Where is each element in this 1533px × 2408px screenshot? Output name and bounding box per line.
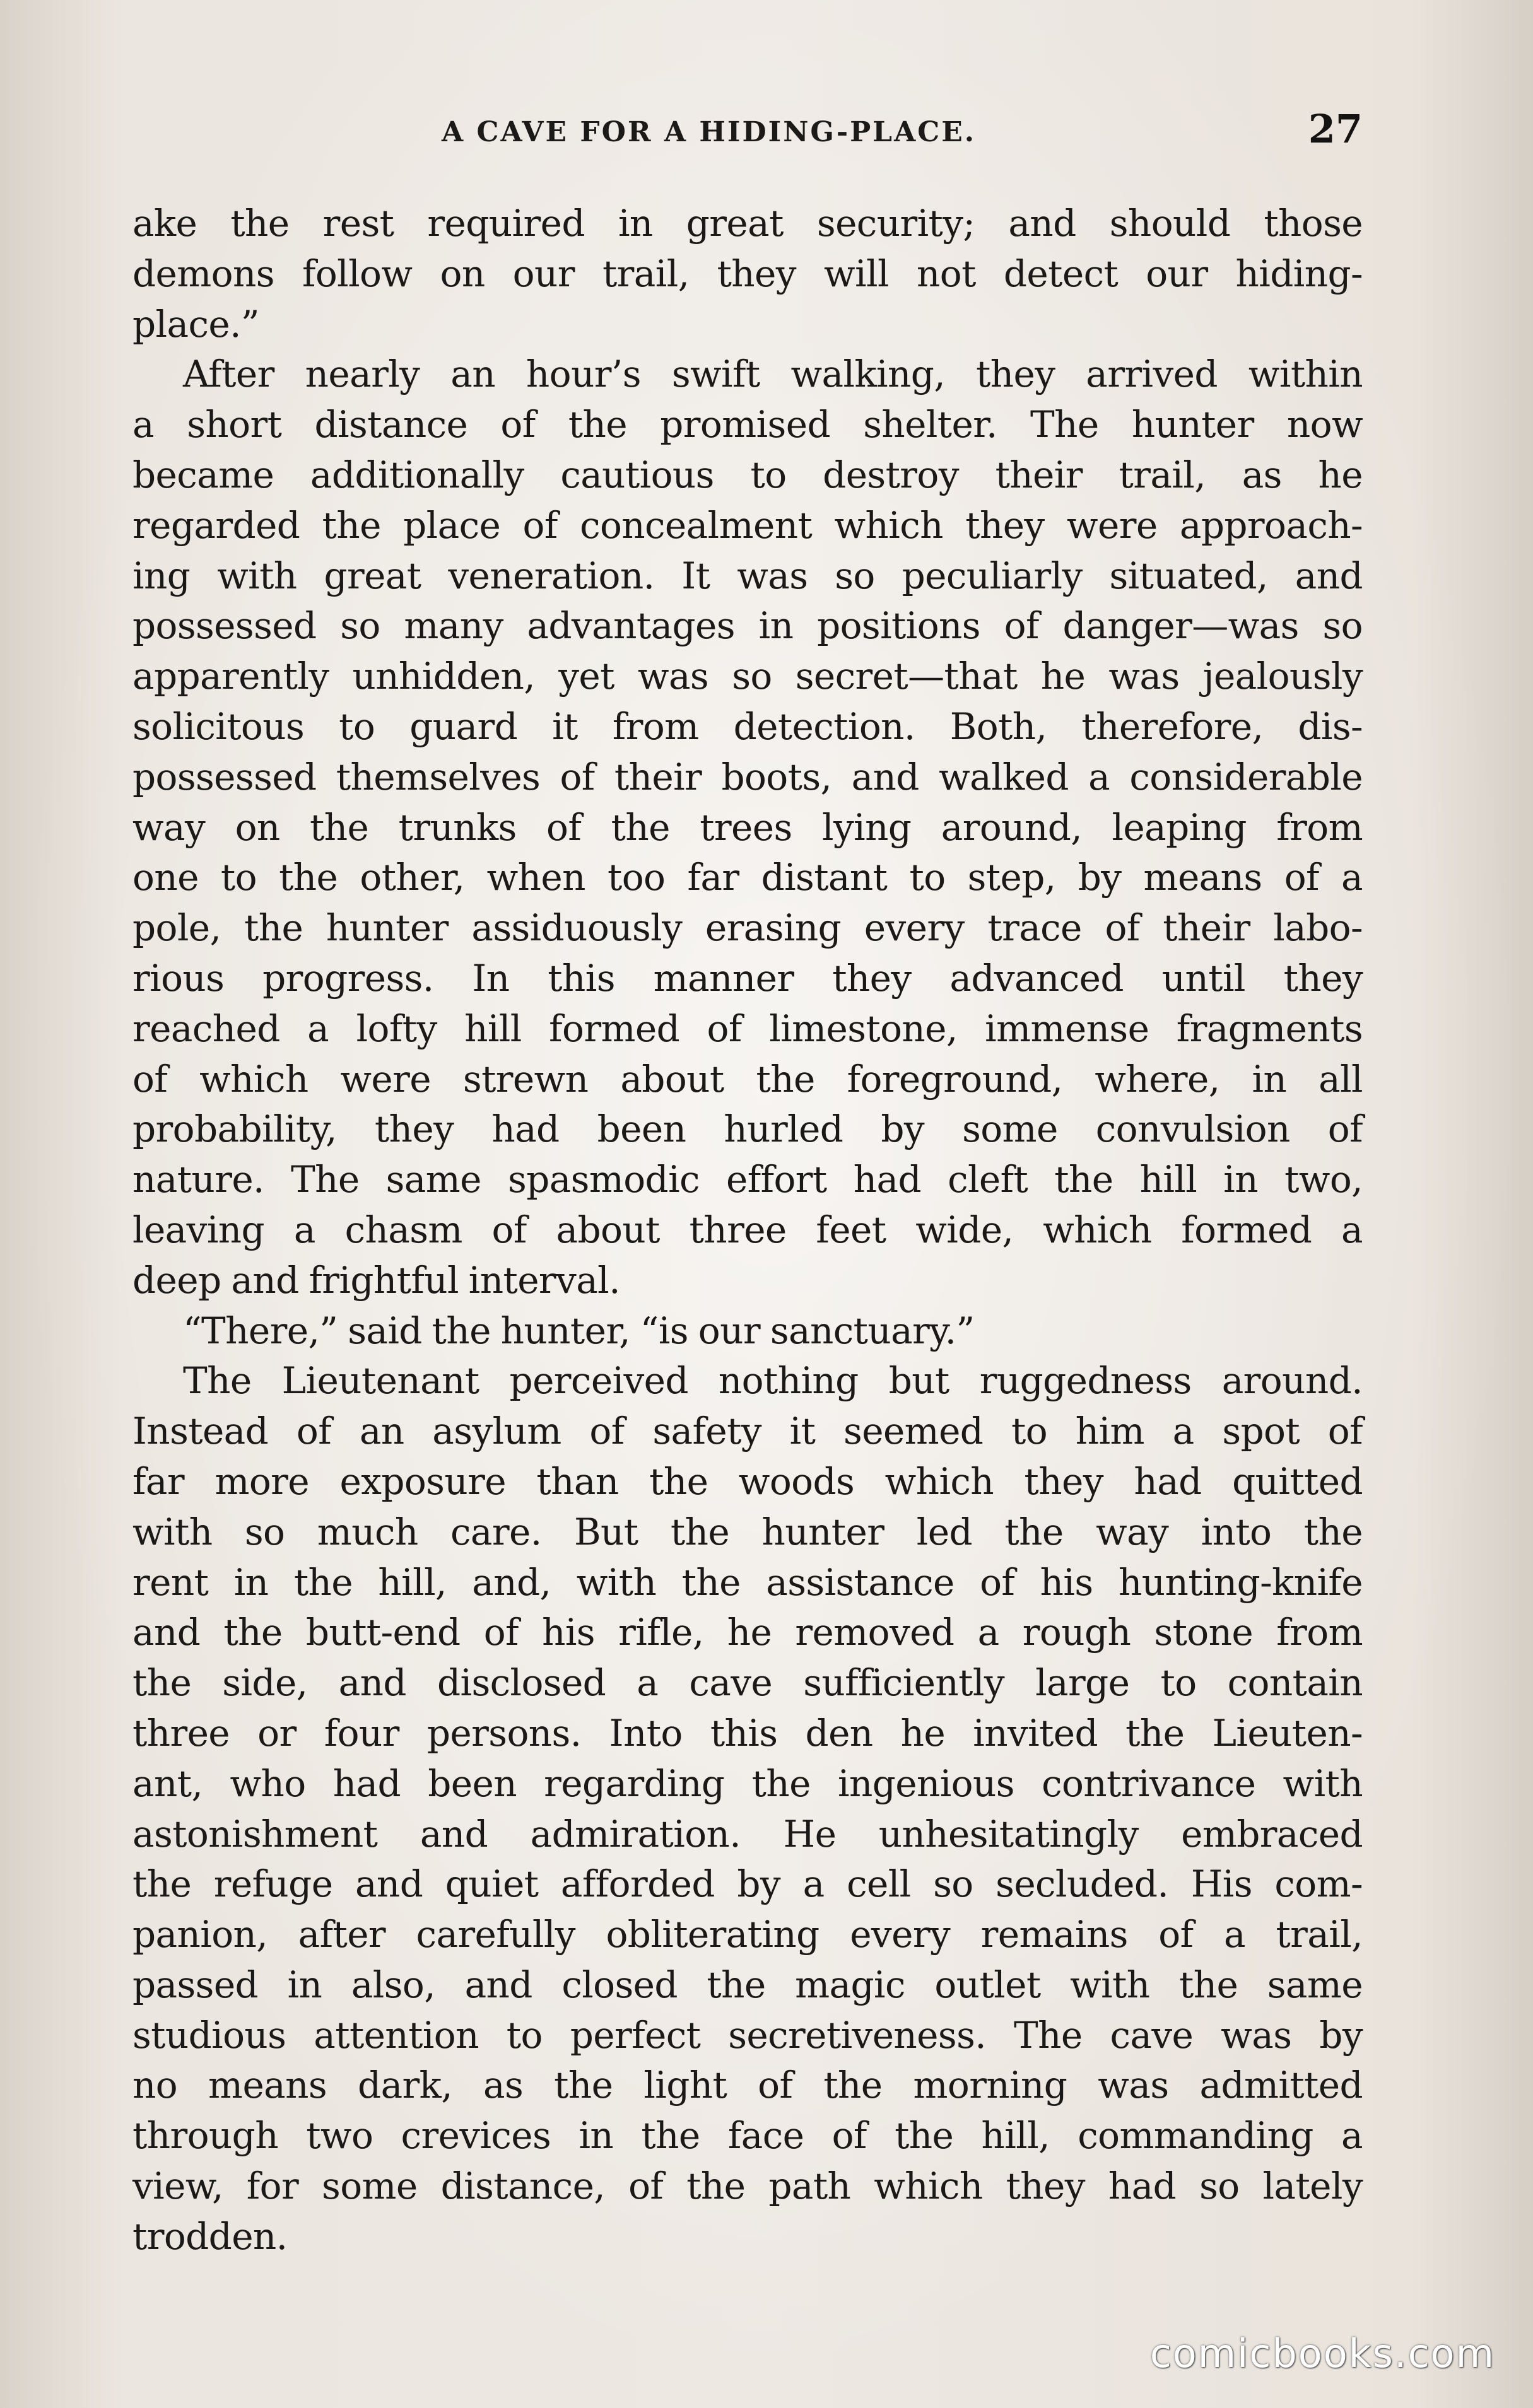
text-line: demons follow on our trail, they will not detect our hiding- <box>132 252 1363 295</box>
text-line: regarded the place of concealment which they were approach- <box>132 503 1363 547</box>
text-line: studious attention to perfect secretiveness. The cave was by <box>132 2013 1363 2057</box>
text-line: astonishment and admiration. He unhesitatingly embraced <box>132 1812 1363 1856</box>
text-line: ant, who had been regarding the ingenious contrivance with <box>132 1762 1363 1805</box>
text-line: The Lieutenant perceived nothing but ruggedness around. <box>183 1359 1363 1403</box>
body-text <box>132 199 1363 2262</box>
text-line: solicitous to guard it from detection. Both, therefore, dis- <box>132 704 1363 748</box>
text-line: a short distance of the promised shelter. The hunter now <box>132 403 1363 447</box>
text-line: deep and frightful interval. <box>132 1258 620 1302</box>
running-title: A CAVE FOR A HIDING-PLACE. <box>442 116 977 148</box>
text-line: rious progress. In this manner they advanced until they <box>132 956 1363 1000</box>
text-line: one to the other, when too far distant to step, by means of a <box>132 856 1363 899</box>
text-line: Instead of an asylum of safety it seemed to him a spot of <box>132 1410 1363 1453</box>
text-line: panion, after carefully obliterating every remains of a trail, <box>132 1913 1363 1956</box>
text-line: After nearly an hour’s swift walking, they arrived within <box>183 353 1363 396</box>
text-line: the refuge and quiet afforded by a cell so secluded. His com- <box>132 1862 1363 1906</box>
text-line: became additionally cautious to destroy their trail, as he <box>132 453 1363 496</box>
text-line: trodden. <box>132 2214 288 2258</box>
text-line: rent in the hill, and, with the assistance of his hunting-knife <box>132 1560 1363 1604</box>
text-line: place.” <box>132 302 259 346</box>
text-line: with so much care. But the hunter led the way into the <box>132 1510 1363 1553</box>
text-line: passed in also, and closed the magic outlet with the same <box>132 1963 1363 2006</box>
text-line: of which were strewn about the foreground, where, in all <box>132 1057 1363 1101</box>
text-line: way on the trunks of the trees lying around, leaping from <box>132 805 1363 849</box>
text-line: far more exposure than the woods which they had quitted <box>132 1459 1363 1503</box>
text-line: possessed themselves of their boots, and walked a considerable <box>132 755 1363 798</box>
watermark: comicbooks.com <box>1149 2330 1495 2376</box>
text-line: nature. The same spasmodic effort had cleft the hill in two, <box>132 1158 1363 1201</box>
running-head <box>126 106 1363 163</box>
text-line: reached a lofty hill formed of limestone, immense fragments <box>132 1007 1363 1050</box>
page-number: 27 <box>1308 106 1363 152</box>
text-line: pole, the hunter assiduously erasing every trace of their labo- <box>132 906 1363 950</box>
text-line: apparently unhidden, yet was so secret—that he was jealously <box>132 655 1363 698</box>
text-line: three or four persons. Into this den he invited the Lieuten- <box>132 1711 1363 1755</box>
text-line: ake the rest required in great security; and should those <box>132 202 1363 245</box>
text-line: leaving a chasm of about three feet wide, which formed a <box>132 1208 1363 1251</box>
text-line: no means dark, as the light of the morning was admitted <box>132 2064 1363 2107</box>
text-line: and the butt-end of his rifle, he removed a rough stone from <box>132 1611 1363 1654</box>
text-line: the side, and disclosed a cave sufficiently large to contain <box>132 1661 1363 1705</box>
text-line: view, for some distance, of the path which they had so lately <box>132 2165 1363 2208</box>
text-line: ing with great veneration. It was so peculiarly situated, and <box>132 554 1363 597</box>
text-line: through two crevices in the face of the hill, commanding a <box>132 2114 1363 2158</box>
text-line: possessed so many advantages in positions of danger—was so <box>132 604 1363 648</box>
text-line: probability, they had been hurled by some convulsion of <box>132 1108 1363 1151</box>
text-line: “There,” said the hunter, “is our sanctuary.” <box>183 1309 975 1352</box>
